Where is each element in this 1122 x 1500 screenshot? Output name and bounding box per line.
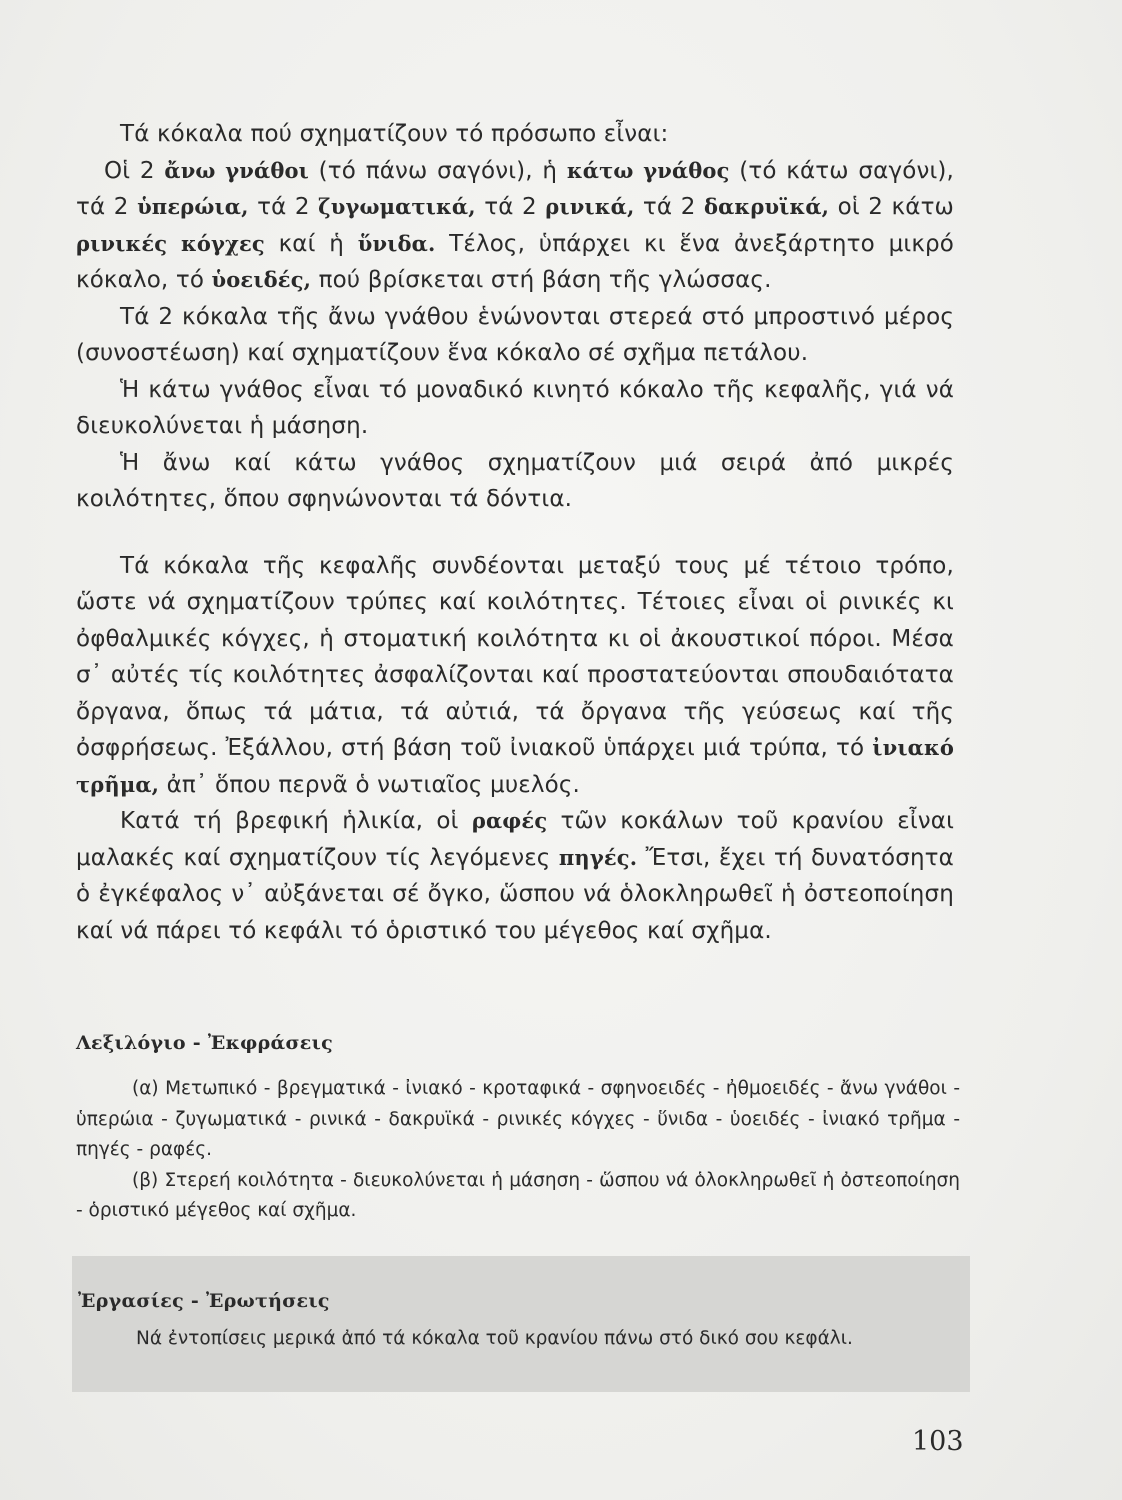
- term-zygomatic: ζυγωματικά,: [318, 194, 476, 219]
- term-vomer: ὕνιδα.: [357, 230, 436, 256]
- tasks-question: Νά ἐντοπίσεις μερικά ἀπό τά κόκαλα τοῦ κρανίου πάνω στό δικό σου κεφάλι.: [136, 1328, 853, 1349]
- term-nasal-conchae: ρινικές κόγχες: [76, 230, 265, 256]
- paragraph-face-bones: Οἱ 2 ἄνω γνάθοι (τό πάνω σαγόνι), ἡ κάτω γνάθος (τό κάτω σαγόνι), τά 2 ὑπερώια, τά 2 ζυγωματικά, τά 2 ρινικά, τά 2 δακρυϊκά, οἱ 2 κάτω ρινικές κόγχες καί ἡ ὕνιδα. Τέλος, ὑπάρχει κι ἕνα ἀνεξάρτητο μικρό κόκαλο, τό ὑοειδές, πού βρίσκεται στή βάση τῆς γλώσσας.: [76, 157, 954, 293]
- paragraph-cavities: Τά κόκαλα τῆς κεφαλῆς συνδέονται μεταξύ τους μέ τέτοιο τρόπο, ὥστε νά σχηματίζουν τρύπες καί κοιλότητες. Τέτοιες εἶναι οἱ ρινικές κι ὀφθαλμικές κόγχες, ἡ στοματική κοιλότητα κι οἱ ἀκουστικοί πόροι. Μέσα σ᾿ αὐτές τίς κοιλότητες ἀσφαλίζονται καί προστατεύονται σπουδαιότατα ὄργανα, ὅπως τά μάτια, τά αὐτιά, τά ὄργανα τῆς γεύσεως καί τῆς ὀσφρήσεως. Ἐξάλλου, στή βάση τοῦ ἰνιακοῦ ὑπάρχει μιά τρύπα, τό ἰνιακό τρῆμα, ἀπ᾿ ὅπου περνᾶ ὁ νωτιαῖος μυελός.: [76, 552, 954, 798]
- term-foramen-magnum: ἰνιακό τρῆμα,: [76, 735, 954, 797]
- paragraph-upper-jaw: Τά 2 κόκαλα τῆς ἄνω γνάθου ἑνώνονται στερεά στό μπροστινό μέρος (συνοστέωση) καί σχηματίζουν ἕνα κόκαλο σέ σχῆμα πετάλου.: [76, 303, 954, 366]
- paragraph-gap: [76, 518, 954, 548]
- vocabulary-heading: Λεξιλόγιο - Ἐκφράσεις: [76, 1032, 334, 1054]
- vocabulary-list: [76, 1074, 960, 1227]
- vocabulary-b: (β) Στερεή κοιλότητα - διευκολύνεται ἡ μάσηση - ὥσπου νά ὁλοκληρωθεῖ ἡ ὀστεοποίηση - ὁριστικό μέγεθος καί σχῆμα.: [76, 1169, 960, 1221]
- tasks-panel: [72, 1256, 970, 1392]
- term-lacrimal: δακρυϊκά,: [703, 194, 830, 219]
- term-lower-jaw: κάτω γνάθος: [566, 157, 730, 183]
- paragraph-teeth-sockets: Ἡ ἄνω καί κάτω γνάθος σχηματίζουν μιά σειρά ἀπό μικρές κοιλότητες, ὅπου σφηνώνονται τά δόντια.: [76, 449, 954, 512]
- term-palatine: ὑπερώια,: [137, 194, 249, 219]
- tasks-heading: Ἐργασίες - Ἐρωτήσεις: [78, 1290, 330, 1312]
- main-text: [76, 116, 954, 949]
- paragraph-lower-jaw: Ἡ κάτω γνάθος εἶναι τό μοναδικό κινητό κόκαλο τῆς κεφαλῆς, γιά νά διευκολύνεται ἡ μάσηση.: [76, 376, 954, 439]
- vocabulary-a: (α) Μετωπικό - βρεγματικά - ἰνιακό - κροταφικά - σφηνοειδές - ἠθμοειδές - ἄνω γνάθοι - ὑπερώια - ζυγωματικά - ρινικά - δακρυϊκά - ρινικές κόγχες - ὕνιδα - ὑοειδές - ἰνιακό τρῆμα - πηγές - ραφές.: [76, 1078, 960, 1160]
- term-upper-jaw: ἄνω γνάθοι: [164, 157, 309, 183]
- term-fontanelles: πηγές.: [558, 844, 638, 870]
- term-sutures: ραφές: [471, 808, 548, 833]
- paragraph-infancy: Κατά τή βρεφική ἡλικία, οἱ ραφές τῶν κοκάλων τοῦ κρανίου εἶναι μαλακές καί σχηματίζουν τίς λεγόμενες πηγές. Ἔτσι, ἔχει τή δυνατόσητα ὁ ἐγκέφαλος ν᾿ αὐξάνεται σέ ὄγκο, ὥσπου νά ὁλοκληρωθεῖ ἡ ὀστεοποίηση καί νά πάρει τό κεφάλι τό ὁριστικό του μέγεθος καί σχῆμα.: [76, 808, 954, 944]
- term-nasal: ρινικά,: [545, 194, 635, 219]
- term-hyoid: ὑοειδές,: [211, 267, 312, 292]
- page-number: 103: [912, 1426, 964, 1457]
- paragraph-intro: Τά κόκαλα πού σχηματίζουν τό πρόσωπο εἶναι:: [120, 121, 669, 147]
